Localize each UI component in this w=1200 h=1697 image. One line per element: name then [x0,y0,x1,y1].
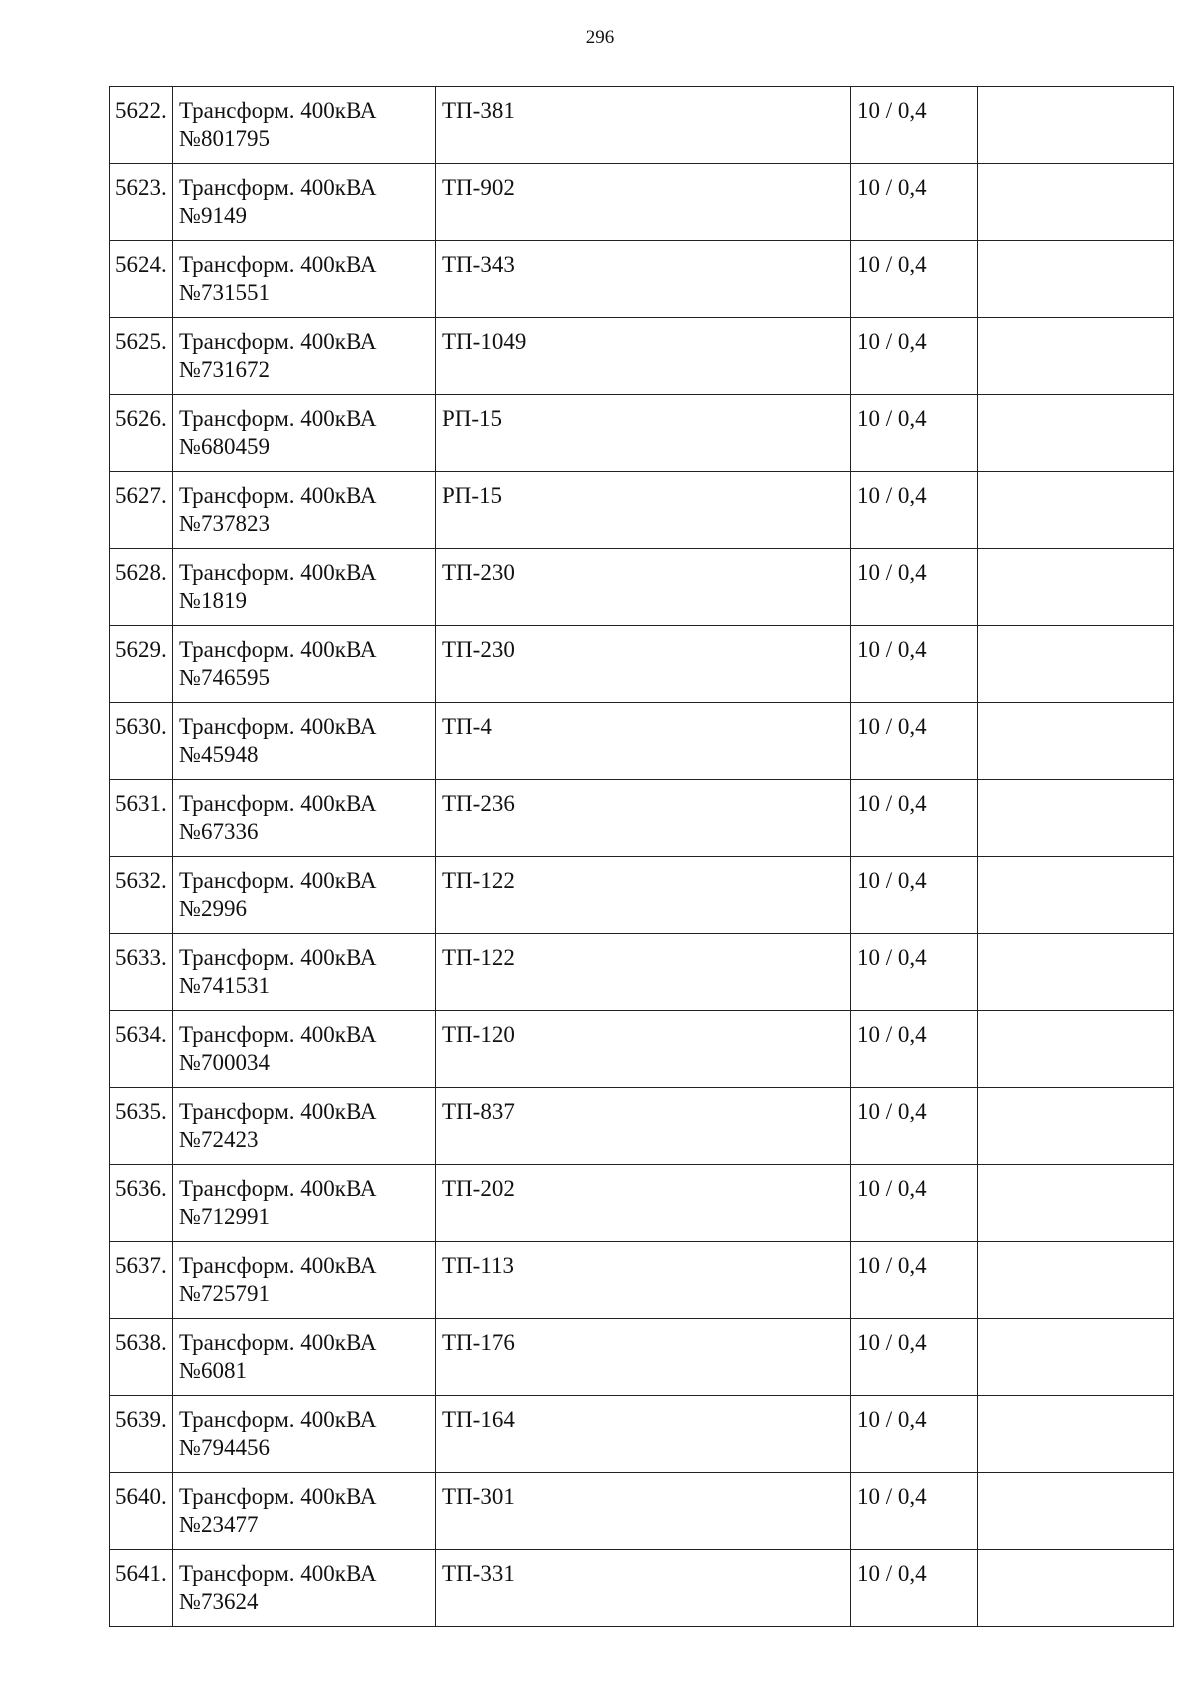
row-number-cell: 5628. [110,549,173,626]
equipment-name: Трансформ. 400кВА [179,406,377,431]
empty-cell [978,472,1174,549]
table-row [110,1319,1174,1396]
equipment-serial: №700034 [179,1050,270,1075]
row-number-cell: 5623. [110,164,173,241]
equipment-name-cell [173,395,436,472]
voltage-cell: 10 / 0,4 [851,857,978,934]
empty-cell [978,626,1174,703]
equipment-name: Трансформ. 400кВА [179,791,377,816]
location-cell: ТП-202 [436,1165,851,1242]
equipment-serial: №23477 [179,1512,259,1537]
location-cell: ТП-230 [436,549,851,626]
empty-cell [978,241,1174,318]
table-row [110,1011,1174,1088]
voltage-cell: 10 / 0,4 [851,87,978,164]
location-cell: ТП-236 [436,780,851,857]
equipment-name-cell [173,1396,436,1473]
voltage-cell: 10 / 0,4 [851,626,978,703]
equipment-serial: №725791 [179,1281,270,1306]
location-cell: ТП-113 [436,1242,851,1319]
voltage-cell: 10 / 0,4 [851,395,978,472]
voltage-cell: 10 / 0,4 [851,1165,978,1242]
row-number-cell: 5637. [110,1242,173,1319]
voltage-cell: 10 / 0,4 [851,549,978,626]
empty-cell [978,1088,1174,1165]
equipment-serial: №712991 [179,1204,270,1229]
row-number-cell: 5631. [110,780,173,857]
equipment-serial: №73624 [179,1589,259,1614]
empty-cell [978,1242,1174,1319]
row-number-cell: 5627. [110,472,173,549]
page-number: 296 [585,27,615,48]
row-number-cell: 5641. [110,1550,173,1627]
row-number-cell: 5622. [110,87,173,164]
location-cell: ТП-120 [436,1011,851,1088]
row-number-cell: 5624. [110,241,173,318]
equipment-serial: №680459 [179,434,270,459]
table-row [110,1396,1174,1473]
table-row [110,472,1174,549]
equipment-serial: №45948 [179,742,259,767]
equipment-name-cell [173,1011,436,1088]
empty-cell [978,1011,1174,1088]
equipment-name-cell [173,1473,436,1550]
table-row [110,1550,1174,1627]
table-row [110,164,1174,241]
empty-cell [978,1550,1174,1627]
table-row [110,318,1174,395]
table-row [110,1473,1174,1550]
voltage-cell: 10 / 0,4 [851,934,978,1011]
empty-cell [978,1165,1174,1242]
voltage-cell: 10 / 0,4 [851,164,978,241]
voltage-cell: 10 / 0,4 [851,241,978,318]
voltage-cell: 10 / 0,4 [851,1473,978,1550]
equipment-name-cell [173,1165,436,1242]
voltage-cell: 10 / 0,4 [851,1319,978,1396]
equipment-name: Трансформ. 400кВА [179,98,377,123]
equipment-name: Трансформ. 400кВА [179,1099,377,1124]
equipment-name-cell [173,1319,436,1396]
equipment-name: Трансформ. 400кВА [179,1176,377,1201]
empty-cell [978,395,1174,472]
empty-cell [978,780,1174,857]
table-row [110,857,1174,934]
location-cell: ТП-4 [436,703,851,780]
equipment-name-cell [173,1550,436,1627]
table-row [110,395,1174,472]
equipment-serial: №1819 [179,588,247,613]
equipment-name-cell [173,318,436,395]
equipment-name-cell [173,241,436,318]
row-number-cell: 5629. [110,626,173,703]
voltage-cell: 10 / 0,4 [851,1011,978,1088]
row-number-cell: 5630. [110,703,173,780]
empty-cell [978,857,1174,934]
equipment-serial: №737823 [179,511,270,536]
row-number-cell: 5634. [110,1011,173,1088]
equipment-name: Трансформ. 400кВА [179,1407,377,1432]
voltage-cell: 10 / 0,4 [851,1396,978,1473]
equipment-name: Трансформ. 400кВА [179,175,377,200]
empty-cell [978,1396,1174,1473]
table-row [110,1165,1174,1242]
equipment-name-cell [173,626,436,703]
location-cell: ТП-902 [436,164,851,241]
row-number-cell: 5625. [110,318,173,395]
equipment-name-cell [173,934,436,1011]
equipment-name: Трансформ. 400кВА [179,714,377,739]
location-cell: ТП-331 [436,1550,851,1627]
location-cell: ТП-343 [436,241,851,318]
equipment-name-cell [173,472,436,549]
voltage-cell: 10 / 0,4 [851,318,978,395]
equipment-serial: №794456 [179,1435,270,1460]
equipment-name: Трансформ. 400кВА [179,483,377,508]
equipment-serial: №2996 [179,896,247,921]
equipment-name: Трансформ. 400кВА [179,945,377,970]
table-row [110,703,1174,780]
empty-cell [978,1319,1174,1396]
location-cell: ТП-122 [436,934,851,1011]
row-number-cell: 5640. [110,1473,173,1550]
equipment-name-cell [173,857,436,934]
empty-cell [978,934,1174,1011]
equipment-name-cell [173,549,436,626]
equipment-name-cell [173,1088,436,1165]
equipment-serial: №67336 [179,819,259,844]
voltage-cell: 10 / 0,4 [851,1242,978,1319]
row-number-cell: 5626. [110,395,173,472]
location-cell: ТП-301 [436,1473,851,1550]
row-number-cell: 5632. [110,857,173,934]
location-cell: ТП-1049 [436,318,851,395]
empty-cell [978,318,1174,395]
equipment-serial: №72423 [179,1127,259,1152]
equipment-name: Трансформ. 400кВА [179,1561,377,1586]
location-cell: ТП-122 [436,857,851,934]
equipment-name-cell [173,780,436,857]
equipment-serial: №731551 [179,280,270,305]
equipment-name: Трансформ. 400кВА [179,1253,377,1278]
table-row [110,626,1174,703]
empty-cell [978,703,1174,780]
empty-cell [978,164,1174,241]
equipment-name-cell [173,1242,436,1319]
equipment-name-cell [173,164,436,241]
equipment-name: Трансформ. 400кВА [179,637,377,662]
voltage-cell: 10 / 0,4 [851,703,978,780]
row-number-cell: 5635. [110,1088,173,1165]
voltage-cell: 10 / 0,4 [851,472,978,549]
location-cell: ТП-381 [436,87,851,164]
row-number-cell: 5639. [110,1396,173,1473]
location-cell: РП-15 [436,395,851,472]
equipment-serial: №731672 [179,357,270,382]
empty-cell [978,87,1174,164]
equipment-serial: №9149 [179,203,247,228]
location-cell: РП-15 [436,472,851,549]
equipment-name: Трансформ. 400кВА [179,252,377,277]
table-row [110,87,1174,164]
empty-cell [978,549,1174,626]
equipment-name-cell [173,87,436,164]
equipment-serial: №801795 [179,126,270,151]
equipment-serial: №746595 [179,665,270,690]
empty-cell [978,1473,1174,1550]
location-cell: ТП-837 [436,1088,851,1165]
equipment-name: Трансформ. 400кВА [179,560,377,585]
table-row [110,780,1174,857]
location-cell: ТП-164 [436,1396,851,1473]
location-cell: ТП-230 [436,626,851,703]
table-row [110,934,1174,1011]
voltage-cell: 10 / 0,4 [851,780,978,857]
table-row [110,1242,1174,1319]
table-row [110,549,1174,626]
equipment-serial: №6081 [179,1358,247,1383]
voltage-cell: 10 / 0,4 [851,1550,978,1627]
row-number-cell: 5636. [110,1165,173,1242]
equipment-serial: №741531 [179,973,270,998]
equipment-table-body [110,87,1174,1627]
table-row [110,241,1174,318]
equipment-name: Трансформ. 400кВА [179,1330,377,1355]
row-number-cell: 5638. [110,1319,173,1396]
voltage-cell: 10 / 0,4 [851,1088,978,1165]
equipment-name: Трансформ. 400кВА [179,329,377,354]
equipment-name-cell [173,703,436,780]
location-cell: ТП-176 [436,1319,851,1396]
row-number-cell: 5633. [110,934,173,1011]
equipment-table [109,86,1174,1627]
equipment-name: Трансформ. 400кВА [179,868,377,893]
equipment-name: Трансформ. 400кВА [179,1022,377,1047]
table-row [110,1088,1174,1165]
equipment-name: Трансформ. 400кВА [179,1484,377,1509]
